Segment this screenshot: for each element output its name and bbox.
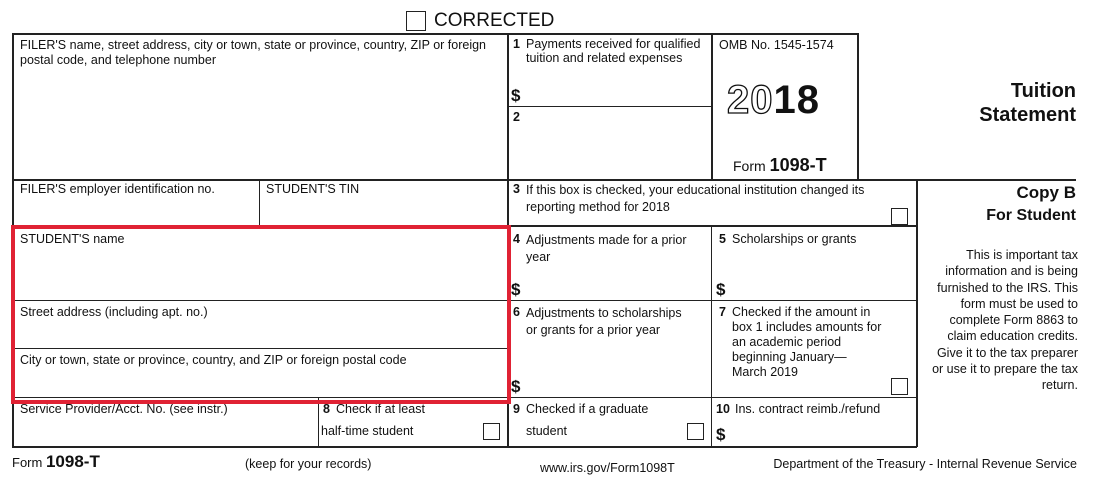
filer-label: FILER'S name, street address, city or town, state or province, country, ZIP or foreign postal code, and telephone number	[20, 38, 487, 67]
box9-label-line2: student	[526, 424, 568, 438]
street-address-label: Street address (including apt. no.)	[20, 305, 208, 319]
box5-dollar-sign: $	[716, 280, 726, 299]
box4-number: 4	[513, 232, 520, 246]
box2-number: 2	[513, 110, 520, 124]
footer-url: www.irs.gov/Form1098T	[540, 461, 675, 475]
city-state-zip-label: City or town, state or province, country, and ZIP or foreign postal code	[20, 353, 407, 367]
divider-service	[318, 397, 319, 447]
box8-label: Check if at least	[336, 402, 425, 416]
omb-form-name: 1098-T	[769, 155, 827, 175]
filer-ein-label: FILER'S employer identification no.	[20, 182, 215, 196]
tax-year	[727, 78, 820, 122]
box3-label: If this box is checked, your educational institution changed its reporting method for 2018	[526, 183, 865, 214]
box6-label: Adjustments to scholarships or grants for a prior year	[526, 306, 682, 337]
student-tin-label: STUDENT'S TIN	[266, 182, 360, 196]
footer-form-name: 1098-T	[45, 452, 100, 471]
box1-label: Payments received for qualified tuition and related expenses	[526, 37, 701, 65]
box8-checkbox[interactable]	[483, 423, 500, 440]
box6-number: 6	[513, 305, 520, 319]
omb-form-prefix: Form	[733, 158, 766, 174]
box6-dollar-sign: $	[511, 377, 521, 396]
divider-box1-2	[507, 106, 712, 107]
copy-body: This is important tax information and is being furnished to the IRS. This form must be used to complete Form 8863 to claim education credits. Give it to the tax preparer or use it to prepare the tax return.	[932, 248, 1078, 393]
copy-subtitle: For Student	[986, 207, 1076, 224]
divider-box4-5	[711, 225, 712, 447]
box3-number: 3	[513, 182, 520, 196]
tax-year-outline: 20	[727, 78, 774, 122]
footer-keep-note: (keep for your records)	[245, 457, 372, 471]
tax-year-bold: 18	[773, 78, 820, 122]
box7-checkbox[interactable]	[891, 378, 908, 395]
divider-omb-right	[857, 33, 859, 179]
student-name-label: STUDENT'S name	[20, 232, 125, 246]
box7-label: Checked if the amount in box 1 includes amounts for an academic period beginning January— March 2019	[732, 305, 882, 379]
box5-number: 5	[719, 232, 726, 246]
box1-number: 1	[513, 37, 520, 51]
divider-ein	[259, 179, 260, 225]
form-top-border	[12, 33, 858, 35]
box9-number: 9	[513, 402, 520, 416]
omb-form-id	[733, 155, 827, 176]
student-info-highlight	[11, 225, 511, 404]
box4-dollar-sign: $	[511, 280, 521, 299]
box8-label-line2: half-time student	[321, 424, 414, 438]
form-bottom-border	[12, 446, 917, 448]
footer-department: Department of the Treasury - Internal Revenue Service	[773, 457, 1077, 471]
divider-right-col	[916, 179, 918, 447]
box8-number: 8	[323, 402, 330, 416]
box4-label: Adjustments made for a prior year	[526, 233, 687, 264]
title-line1: Tuition	[1010, 80, 1076, 102]
corrected-checkbox[interactable]	[406, 11, 426, 31]
title-line2: Statement	[979, 104, 1076, 126]
box9-label: Checked if a graduate	[526, 402, 649, 416]
box7-number: 7	[719, 305, 726, 319]
box10-label: Ins. contract reimb./refund	[735, 402, 881, 416]
box10-number: 10	[716, 402, 730, 416]
corrected-label: CORRECTED	[434, 10, 555, 31]
service-provider-label: Service Provider/Acct. No. (see instr.)	[20, 402, 228, 416]
footer-form-prefix: Form	[12, 455, 43, 470]
omb-number: OMB No. 1545-1574	[719, 38, 834, 52]
footer-form-id	[12, 452, 100, 472]
box1-dollar-sign: $	[511, 86, 521, 105]
box5-label: Scholarships or grants	[732, 232, 857, 246]
box10-dollar-sign: $	[716, 425, 726, 444]
box3-checkbox[interactable]	[891, 208, 908, 225]
box9-checkbox[interactable]	[687, 423, 704, 440]
copy-title: Copy B	[1016, 183, 1076, 202]
